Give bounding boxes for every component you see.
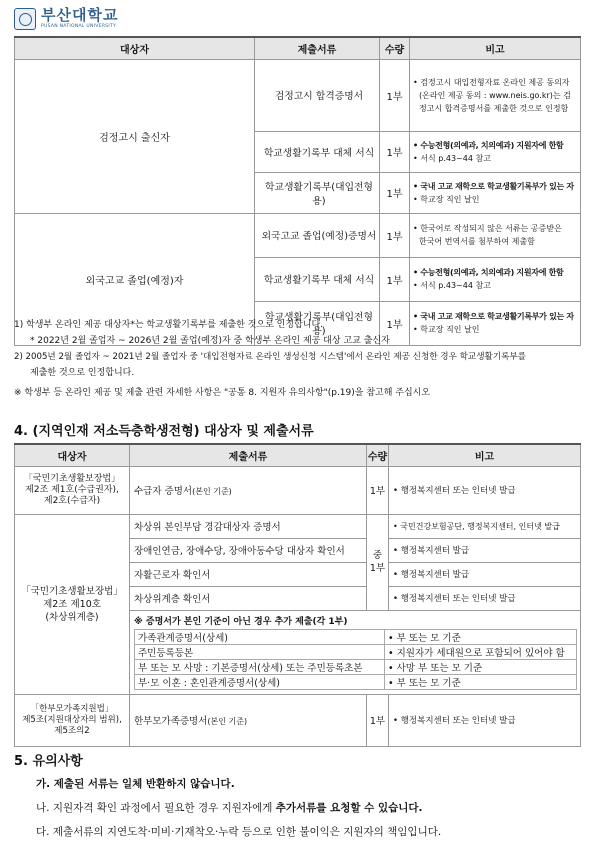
group-line: 제5조(지원대상자의 범위), xyxy=(22,714,122,725)
note-cell xyxy=(410,301,581,345)
note-cell: • 사망 부 또는 모 기준 xyxy=(385,659,577,674)
group-line: 「한부모가족지원법」 xyxy=(30,703,114,714)
doc-cell: 차상위 본인부담 경감대상자 증명서 xyxy=(130,514,367,538)
doc-cell: 외국고교 졸업(예정)증명서 xyxy=(255,213,380,257)
notice-b-bold: 추가서류를 요청할 수 있습니다. xyxy=(275,802,423,814)
additional-documents-title: ※ 증명서가 본인 기준이 아닌 경우 추가 제출(각 1부) xyxy=(134,616,348,627)
doc-cell: 가족관계증명서(상세) xyxy=(135,629,385,644)
note-line: • 학교장 직인 날인 xyxy=(413,194,480,204)
note-cell: • 행정복지센터 또는 인터넷 발급 xyxy=(389,466,581,514)
doc-cell: 학교생활기록부(대입전형용) xyxy=(255,172,380,213)
qty-cell: 1부 xyxy=(380,257,410,301)
note-line: • 검정고시 대입전형자료 온라인 제공 동의자 xyxy=(413,77,570,87)
header-quantity: 수량 xyxy=(380,37,410,59)
doc-text: 수급자 증명서 xyxy=(134,486,193,497)
note-cell xyxy=(410,131,581,172)
note-line: • 한국어로 작성되지 않은 서류는 공증받은 xyxy=(413,224,562,233)
table-row xyxy=(135,674,577,689)
group-line: (차상위계층) xyxy=(45,611,99,623)
doc-cell: 부 또는 모 사망 : 기본증명서(상세) 또는 주민등록초본 xyxy=(135,659,385,674)
qty-cell: 1부 xyxy=(367,694,389,746)
note-cell xyxy=(410,59,581,131)
doc-cell: 학교생활기록부 대체 서식 xyxy=(255,257,380,301)
footnote-1: 1) 학생부 온라인 제공 대상자*는 학교생활기록부를 제출한 것으로 인정합니다. xyxy=(14,320,324,330)
note-cell xyxy=(410,257,581,301)
footnote-2b: 제출한 것으로 인정합니다. xyxy=(30,368,135,378)
note-cell: • 부 또는 모 기준 xyxy=(385,674,577,689)
logo-korean-text: 부산대학교 xyxy=(41,6,119,25)
doc-cell: 검정고시 합격증명서 xyxy=(255,59,380,131)
group-line: 「국민기초생활보장법」 xyxy=(21,585,123,597)
note-cell: • 국민건강보험공단, 행정복지센터, 인터넷 발급 xyxy=(389,514,581,538)
header-documents: 제출서류 xyxy=(130,444,367,466)
doc-sub: (본인 기준) xyxy=(192,487,232,496)
note-cell: • 지원자가 세대원으로 포함되어 있어야 함 xyxy=(385,644,577,659)
note-line: • 국내 고교 재학으로 학교생활기록부가 있는 자 xyxy=(413,181,574,191)
qty-line: 1부 xyxy=(369,563,386,574)
note-line: • 서식 p.43~44 참고 xyxy=(413,281,491,290)
header-target: 대상자 xyxy=(15,444,130,466)
documents-table-1 xyxy=(14,36,581,346)
qty-cell: 1부 xyxy=(380,131,410,172)
doc-sub: (본인 기준) xyxy=(207,717,248,726)
section4-title: 4. (지역인재 저소득층학생전형) 대상자 및 제출서류 xyxy=(14,424,314,439)
group-single-parent xyxy=(15,694,130,746)
group-basic-recipient xyxy=(15,466,130,514)
documents-table-2 xyxy=(14,443,581,747)
doc-cell: 차상위계층 확인서 xyxy=(130,586,367,610)
note-line: 정고시 합격증명서를 제출한 것으로 인정함 xyxy=(419,103,569,113)
notice-a: 가. 제출된 서류는 일체 반환하지 않습니다. xyxy=(36,778,235,790)
qty-line: 중 xyxy=(372,550,383,561)
group-line: 제2호(수급자) xyxy=(43,495,101,506)
note-cell: • 행정복지센터 또는 인터넷 발급 xyxy=(389,694,581,746)
notice-b xyxy=(36,800,423,815)
university-logo xyxy=(14,6,118,32)
group-line: 제2조 제1호(수급권자), xyxy=(25,484,119,495)
group-line: 제2조 제10호 xyxy=(43,598,101,610)
doc-text: 한부모가족증명서 xyxy=(134,716,208,727)
note-cell: • 행정복지센터 발급 xyxy=(389,562,581,586)
table-row xyxy=(135,629,577,644)
additional-documents-table xyxy=(134,629,577,690)
note-line: • 수능전형(의예과, 치의예과) 지원자에 한함 xyxy=(413,268,564,277)
doc-cell: 학교생활기록부 대체 서식 xyxy=(255,131,380,172)
qty-cell xyxy=(367,514,389,610)
doc-cell: 자활근로자 확인서 xyxy=(130,562,367,586)
note-line: 한국어 번역서를 첨부하여 제출함 xyxy=(419,237,535,246)
notice-b-text: 나. 지원자격 확인 과정에서 필요한 경우 지원자에게 xyxy=(36,802,276,814)
qty-cell: 1부 xyxy=(380,213,410,257)
footnote-3: ※ 학생부 등 온라인 제공 및 제출 관련 자세한 사항은 "공통 8. 지원자 유의사항"(p.19)을 참고해 주십시오 xyxy=(14,388,431,398)
note-cell: • 행정복지센터 또는 인터넷 발급 xyxy=(389,586,581,610)
qty-cell: 1부 xyxy=(380,172,410,213)
note-line: • 학교장 직인 날인 xyxy=(413,325,480,334)
note-cell xyxy=(410,172,581,213)
doc-cell: 부·모 이혼 : 혼인관계증명서(상세) xyxy=(135,674,385,689)
doc-cell: 장애인연금, 장애수당, 장애아동수당 대상자 확인서 xyxy=(130,538,367,562)
table-row xyxy=(135,644,577,659)
doc-cell xyxy=(130,694,367,746)
group-line: 제5조의2 xyxy=(54,725,90,736)
header-documents: 제출서류 xyxy=(255,37,380,59)
doc-cell xyxy=(130,466,367,514)
doc-cell: 학교생활기록부(대입전형용) xyxy=(255,301,380,345)
logo-english-text: PUSAN NATIONAL UNIVERSITY xyxy=(41,24,117,30)
note-line: • 국내 고교 재학으로 학교생활기록부가 있는 자 xyxy=(413,312,574,321)
footnote-2: 2) 2005년 2월 졸업자 ~ 2021년 2월 졸업자 중 '대입전형자료 온라인 생성신청 시스템'에서 온라인 제공 신청한 경우 학교생활기록부를 xyxy=(14,352,527,362)
group-line: 「국민기초생활보장법」 xyxy=(23,473,121,484)
note-line: • 서식 p.43~44 참고 xyxy=(413,153,491,163)
note-cell: • 부 또는 모 기준 xyxy=(385,629,577,644)
group-near-poverty xyxy=(15,514,130,694)
note-line: (온라인 제공 동의 : www.neis.go.kr)는 검 xyxy=(419,90,571,100)
section5-title: 5. 유의사항 xyxy=(14,754,83,769)
note-cell xyxy=(410,213,581,257)
group-ged: 검정고시 출신자 xyxy=(15,59,255,213)
additional-documents-box xyxy=(130,610,581,694)
header-remarks: 비고 xyxy=(410,37,581,59)
footnote-1b: * 2022년 2월 졸업자 ~ 2026년 2월 졸업(예정)자 중 학생부 온라인 제공 대상 고교 출신자 xyxy=(30,336,390,346)
group-foreign: 외국고교 졸업(예정)자 xyxy=(15,213,255,345)
header-target: 대상자 xyxy=(15,37,255,59)
note-line: • 수능전형(의예과, 치의예과) 지원자에 한함 xyxy=(413,140,564,150)
qty-cell: 1부 xyxy=(380,301,410,345)
note-cell: • 행정복지센터 발급 xyxy=(389,538,581,562)
qty-cell: 1부 xyxy=(380,59,410,131)
university-seal-icon xyxy=(14,8,36,30)
header-remarks: 비고 xyxy=(389,444,581,466)
header-quantity: 수량 xyxy=(367,444,389,466)
doc-cell: 주민등록등본 xyxy=(135,644,385,659)
qty-cell: 1부 xyxy=(367,466,389,514)
table-row xyxy=(135,659,577,674)
notice-c: 다. 제출서류의 지연도착·미비·기재착오·누락 등으로 인한 불이익은 지원자의 책임입니다. xyxy=(36,826,442,838)
